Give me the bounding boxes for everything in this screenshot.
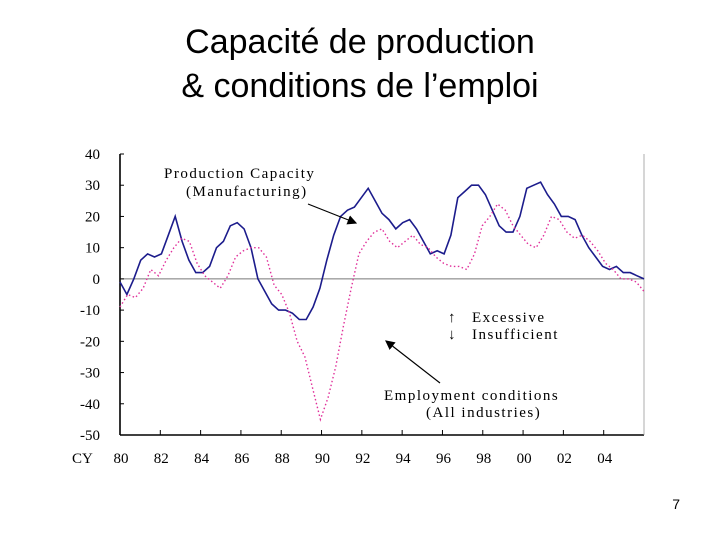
production-label-line-1: Production Capacity [164, 166, 316, 182]
page-number: 7 [672, 496, 680, 512]
legend-excessive: Excessive [472, 310, 546, 326]
y-tick-label: 20 [85, 209, 100, 226]
x-axis-prefix: CY [72, 451, 93, 467]
production-pointer-arrow [308, 204, 356, 223]
x-tick-label: 88 [274, 451, 290, 467]
x-tick-label: 84 [194, 451, 210, 467]
employment-label-line-2: (All industries) [426, 405, 542, 421]
y-tick-label: -10 [80, 303, 100, 320]
x-tick-label: 90 [315, 451, 331, 467]
x-tick-label: 96 [435, 451, 451, 467]
x-tick-label: 94 [395, 451, 411, 467]
y-tick-label: 10 [85, 240, 100, 257]
y-tick-label: -50 [80, 428, 100, 444]
employment-series-line [120, 204, 644, 419]
y-tick-label: 40 [85, 147, 100, 163]
legend-insufficient: Insufficient [472, 327, 559, 343]
x-tick-label: 82 [153, 451, 169, 467]
y-tick-label: -20 [80, 334, 100, 351]
slide-title [0, 20, 720, 108]
y-tick-label: -30 [80, 365, 100, 382]
x-tick-label: 86 [234, 451, 250, 467]
x-tick-label: 92 [355, 451, 371, 467]
legend-down-arrow: ↓ [448, 327, 457, 343]
x-tick-label: 02 [556, 451, 572, 467]
x-tick-label: 98 [476, 451, 492, 467]
x-tick-label: 04 [597, 451, 613, 467]
employment-pointer-arrow [386, 341, 440, 383]
slide-title-line-2: & conditions de l’emploi [181, 67, 539, 105]
capacity-employment-chart [60, 140, 660, 475]
legend-up-arrow: ↑ [448, 310, 457, 326]
production-series-line [120, 182, 644, 319]
y-tick-label: 30 [85, 178, 100, 195]
slide-title-line-1: Capacité de production [185, 23, 535, 61]
production-label-line-2: (Manufacturing) [186, 184, 308, 200]
y-tick-label: 0 [92, 271, 100, 288]
employment-label-line-1: Employment conditions [384, 388, 560, 404]
y-tick-label: -40 [80, 396, 100, 413]
x-tick-label: 80 [113, 451, 129, 467]
x-tick-label: 00 [516, 451, 532, 467]
